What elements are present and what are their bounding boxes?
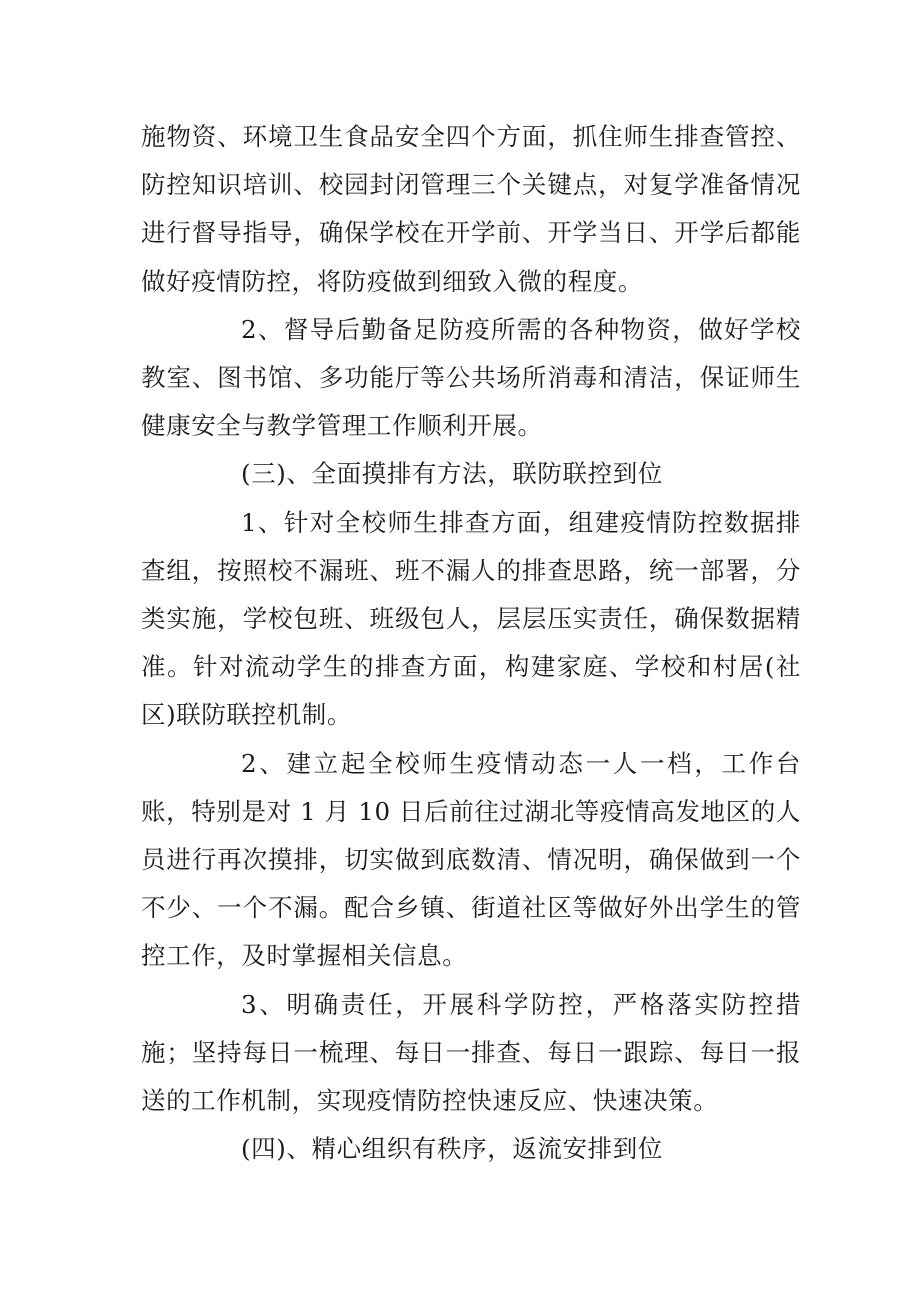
document-body	[141, 113, 801, 1173]
paragraph-continuation: 施物资、环境卫生食品安全四个方面，抓住师生排查管控、防控知识培训、校园封闭管理三个关键点，对复学准备情况进行督导指导，确保学校在开学前、开学当日、开学后都能做好疫情防控，将防疫做到细致入微的程度。	[141, 122, 801, 296]
paragraph-item-2-records: 2、建立起全校师生疫情动态一人一档，工作台账，特别是对 1 月 10 日后前往过湖北等疫情高发地区的人员进行再次摸排，切实做到底数清、情况明，确保做到一个不少、一个不漏。配合乡镇、街道社区等做好外出学生的管控工作，及时掌握相关信息。	[141, 748, 801, 971]
paragraph-item-2-supplies: 2、督导后勤备足防疫所需的各种物资，做好学校教室、图书馆、多功能厅等公共场所消毒和清洁，保证师生健康安全与教学管理工作顺利开展。	[141, 314, 801, 441]
paragraph-item-1-screening: 1、针对全校师生排查方面，组建疫情防控数据排查组，按照校不漏班、班不漏人的排查思路，统一部署，分类实施，学校包班、班级包人，层层压实责任，确保数据精准。针对流动学生的排查方面，构建家庭、学校和村居(社区)联防联控机制。	[141, 507, 801, 730]
paragraph-item-3-responsibility: 3、明确责任，开展科学防控，严格落实防控措施；坚持每日一梳理、每日一排查、每日一跟踪、每日一报送的工作机制，实现疫情防控快速反应、快速决策。	[141, 989, 801, 1116]
section-heading-3: (三)、全面摸排有方法，联防联控到位	[241, 459, 663, 489]
section-heading-4: (四)、精心组织有秩序，返流安排到位	[241, 1134, 663, 1164]
